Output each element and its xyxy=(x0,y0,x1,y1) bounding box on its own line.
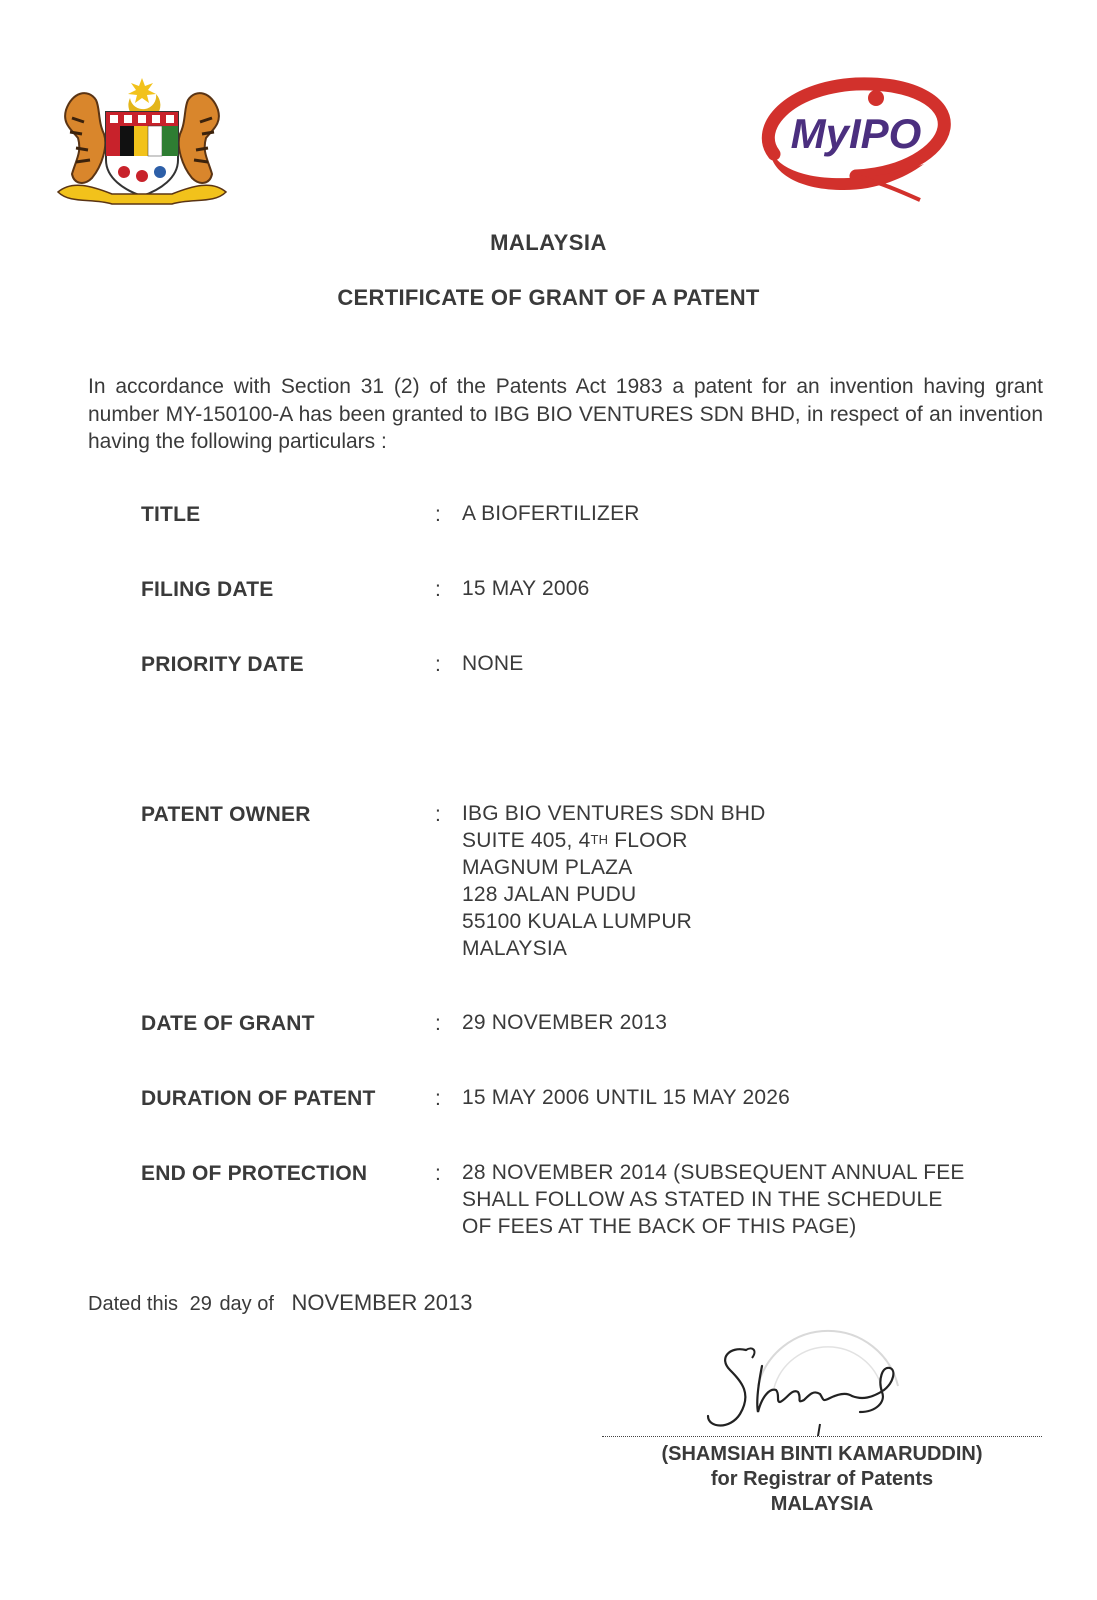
title-label: TITLE xyxy=(141,503,201,526)
signatory-block xyxy=(602,1442,1042,1517)
dated-prefix: Dated this xyxy=(88,1293,179,1315)
date-of-grant-value: 29 NOVEMBER 2013 xyxy=(462,1011,668,1034)
myipo-logo xyxy=(752,76,964,204)
owner-address-line: 55100 KUALA LUMPUR xyxy=(462,910,693,933)
duration-label: DURATION OF PATENT xyxy=(141,1087,376,1110)
intro-paragraph xyxy=(88,373,1043,456)
dated-day-of: day of xyxy=(219,1293,274,1315)
signatory-role: for Registrar of Patents xyxy=(710,1468,934,1490)
owner-name: IBG BIO VENTURES SDN BHD xyxy=(462,802,766,825)
end-of-protection-value xyxy=(462,1159,965,1240)
filing-date-colon: : xyxy=(435,578,441,601)
priority-date-label: PRIORITY DATE xyxy=(141,653,304,676)
duration-value: 15 MAY 2006 UNTIL 15 MAY 2026 xyxy=(462,1086,790,1109)
signatory-country: MALAYSIA xyxy=(770,1493,874,1515)
certificate-title: CERTIFICATE OF GRANT OF A PATENT xyxy=(337,285,760,310)
owner-address-line: 128 JALAN PUDU xyxy=(462,883,637,906)
title-value: A BIOFERTILIZER xyxy=(462,502,640,525)
protection-line: OF FEES AT THE BACK OF THIS PAGE) xyxy=(462,1215,857,1238)
date-of-grant-label: DATE OF GRANT xyxy=(141,1012,315,1035)
dated-day: 29 xyxy=(189,1293,212,1315)
priority-date-value: NONE xyxy=(462,652,524,675)
protection-line: 28 NOVEMBER 2014 (SUBSEQUENT ANNUAL FEE xyxy=(462,1161,965,1184)
filing-date-label: FILING DATE xyxy=(141,578,274,601)
filing-date-value: 15 MAY 2006 xyxy=(462,577,590,600)
owner-address-line: MAGNUM PLAZA xyxy=(462,856,633,879)
dated-month-year: NOVEMBER 2013 xyxy=(291,1290,473,1315)
country-heading: MALAYSIA xyxy=(490,230,607,255)
handwritten-signature xyxy=(700,1336,920,1440)
protection-line: SHALL FOLLOW AS STATED IN THE SCHEDULE xyxy=(462,1188,943,1211)
end-of-protection-colon: : xyxy=(435,1162,441,1185)
owner-address-line: SUITE 405, 4TH FLOOR xyxy=(462,829,688,852)
malaysia-coat-of-arms xyxy=(52,74,232,210)
priority-date-colon: : xyxy=(435,653,441,676)
date-of-grant-colon: : xyxy=(435,1012,441,1035)
patent-owner-colon: : xyxy=(435,803,441,826)
signature-line xyxy=(602,1436,1042,1437)
duration-colon: : xyxy=(435,1087,441,1110)
intro-text: In accordance with Section 31 (2) of the Patents Act 1983 a patent for an invention having grant number MY-150100-A has been granted to IBG BIO VENTURES SDN BHD, in respect of an invention having the following particulars : xyxy=(88,375,1043,453)
patent-owner-label: PATENT OWNER xyxy=(141,803,311,826)
owner-address-line: MALAYSIA xyxy=(462,937,568,960)
patent-owner-value xyxy=(462,800,766,962)
title-colon: : xyxy=(435,503,441,526)
dated-line xyxy=(88,1290,472,1316)
end-of-protection-label: END OF PROTECTION xyxy=(141,1162,368,1185)
svg-text:MyIPO: MyIPO xyxy=(790,110,922,157)
signatory-name: (SHAMSIAH BINTI KAMARUDDIN) xyxy=(661,1443,983,1465)
